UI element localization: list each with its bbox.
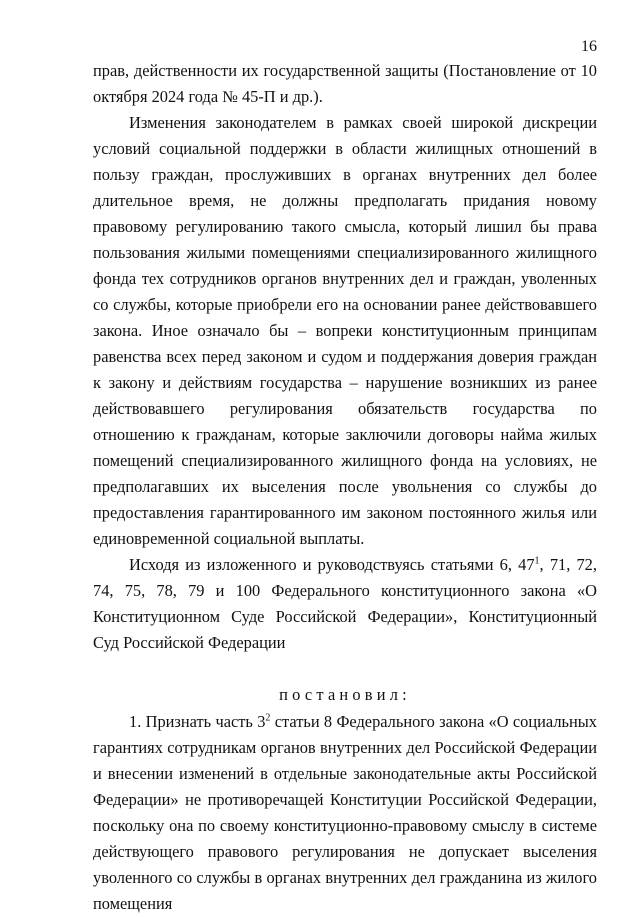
- paragraph-basis-superscript: 1: [534, 555, 540, 567]
- paragraph-ruling-1: [93, 709, 597, 917]
- document-body: [93, 58, 597, 917]
- paragraph-basis-after: , 71, 72, 74, 75, 78, 79 и 100 Федерального конституционного закона «О Конституционном Суде Российской Федерации», Конституционный Суд Российской Федерации: [93, 555, 597, 652]
- paragraph-ruling-1-superscript: 2: [265, 712, 271, 724]
- resolution-heading: постановил:: [279, 685, 411, 704]
- page-number: 16: [581, 38, 597, 55]
- paragraph-basis-before: Исходя из изложенного и руководствуясь статьями 6, 47: [129, 555, 535, 574]
- paragraph-legislative-changes: Изменения законодателем в рамках своей широкой дискреции условий социальной поддержки в области жилищных отношений в пользу граждан, прослуживших в органах внутренних дел более длительное время, не должны предполагать придания новому правовому регулированию такого смысла, который лишил бы права пользования жилыми помещениями специализированного жилищного фонда тех сотрудников органов внутренних дел и граждан, уволенных со службы, которые приобрели его на основании ранее действовавшего закона. Иное означало бы – вопреки конституционным принципам равенства всех перед законом и судом и поддержания доверия граждан к закону и действиям государства – нарушение возникших из ранее действовавшего регулирования обязательств государства по отношению к гражданам, которые заключили договоры найма жилых помещений специализированного жилищного фонда на условиях, не предполагавших их выселения после увольнения со службы до предоставления гарантированного им законом постоянного жилья или единовременной социальной выплаты.: [93, 113, 597, 548]
- paragraph-continuation: прав, действенности их государственной защиты (Постановление от 10 октября 2024 года № 45-П и др.).: [93, 61, 597, 106]
- paragraph-basis: [93, 552, 597, 656]
- paragraph-ruling-1-before: 1. Признать часть 3: [129, 712, 266, 731]
- paragraph-ruling-1-after: статьи 8 Федерального закона «О социальных гарантиях сотрудникам органов внутренних дел Российской Федерации и внесении изменений в отдельные законодательные акты Российской Федерации» не противоречащей Конституции Российской Федерации, поскольку она по своему конституционно-правовому смыслу в системе действующего правового регулирования не допускает выселения уволенного со службы в органах внутренних дел гражданина из жилого помещения: [93, 712, 597, 913]
